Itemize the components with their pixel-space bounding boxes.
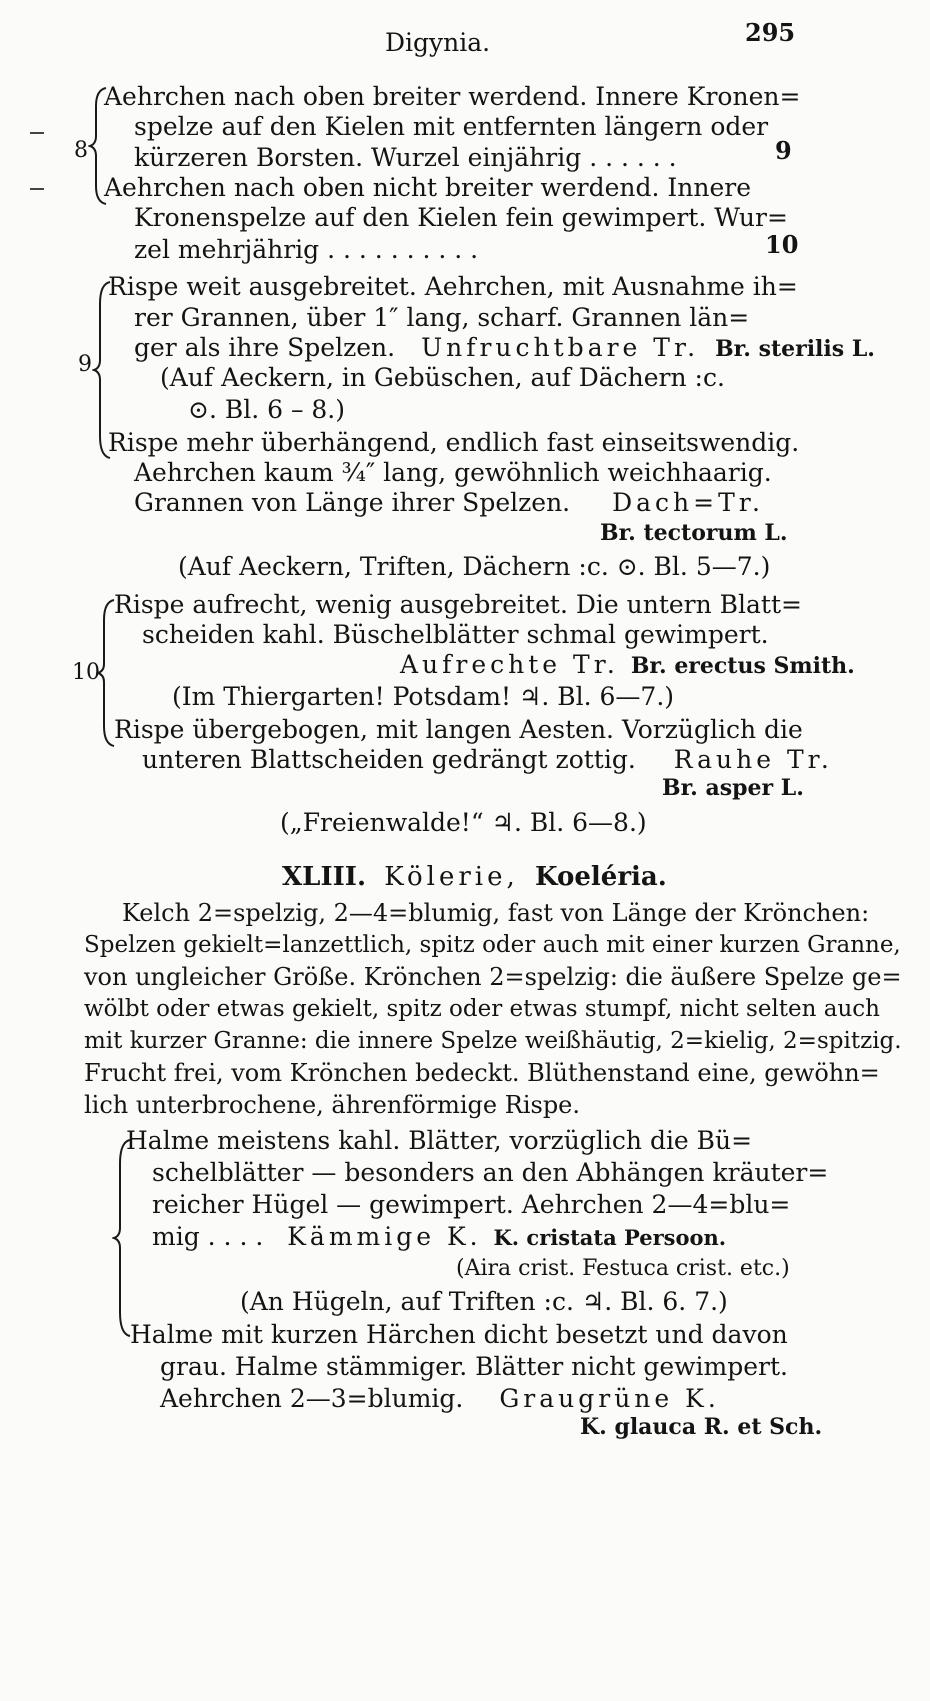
- species-common-glauca: Graugrüne K.: [499, 1384, 720, 1413]
- keyK2-line-3-text: Aehrchen 2—3=blumig.: [160, 1384, 464, 1413]
- brace-koeleria: [112, 1138, 134, 1338]
- genus-heading: [282, 862, 667, 892]
- habitat-erectus: (Im Thiergarten! Potsdam! ♃. Bl. 6—7.): [172, 682, 675, 711]
- keyK2-line-2: grau. Halme stämmiger. Blätter nicht gewimpert.: [160, 1352, 788, 1381]
- habitat-tectorum: (Auf Aeckern, Triften, Dächern :c. ⊙. Bl. 5—7.): [178, 552, 771, 581]
- flower-sterilis: ⊙. Bl. 6 – 8.): [188, 395, 346, 424]
- genus-desc-3: von ungleicher Größe. Krönchen 2=spelzig: die äußere Spelze ge=: [84, 963, 902, 991]
- key8-line-4: Aehrchen nach oben nicht breiter werdend. Innere: [104, 173, 752, 202]
- key8-line-5: Kronenspelze auf den Kielen fein gewimpert. Wur=: [134, 203, 788, 232]
- page-number: 295: [745, 18, 796, 47]
- species-common-sterilis: Unfruchtbare Tr.: [421, 333, 700, 362]
- key10b-line-2: [142, 745, 833, 775]
- key-number-10: 10: [72, 660, 100, 685]
- key10b-line-1: Rispe übergebogen, mit langen Aesten. Vorzüglich die: [114, 715, 803, 744]
- key-number-8: 8: [74, 138, 88, 163]
- key10-line-1: Rispe aufrecht, wenig ausgebreitet. Die untern Blatt=: [114, 590, 802, 619]
- species-common-asper: Rauhe Tr.: [673, 745, 833, 774]
- keyK2-line-1: Halme mit kurzen Härchen dicht besetzt und davon: [130, 1320, 788, 1349]
- key9-line-3-text: ger als ihre Spelzen.: [134, 333, 396, 362]
- genus-number: XLIII.: [282, 862, 366, 892]
- synonyms-cristata: (Aira crist. Festuca crist. etc.): [456, 1256, 790, 1281]
- key9-line-1: Rispe weit ausgebreitet. Aehrchen, mit Ausnahme ih=: [108, 272, 798, 301]
- key8-ref-a: 9: [775, 136, 792, 165]
- key9b-line-3: [134, 488, 764, 518]
- species-latin-asper: Br. asper L.: [662, 775, 804, 801]
- species-latin-cristata: K. cristata Persoon.: [493, 1225, 727, 1250]
- key10b-line-2-text: unteren Blattscheiden gedrängt zottig.: [142, 745, 636, 774]
- running-header: Digynia.: [385, 28, 491, 57]
- key8-line-1: Aehrchen nach oben breiter werdend. Innere Kronen=: [104, 82, 801, 111]
- habitat-asper: („Freienwalde!“ ♃. Bl. 6—8.): [280, 808, 647, 837]
- key9-line-2: rer Grannen, über 1″ lang, scharf. Grannen län=: [134, 303, 750, 332]
- genus-german-name: Kölerie,: [384, 862, 519, 892]
- species-common-tectorum: Dach=Tr.: [612, 488, 764, 517]
- genus-desc-4: wölbt oder etwas gekielt, spitz oder etwas stumpf, nicht selten auch: [84, 996, 880, 1022]
- key-number-9: 9: [78, 352, 92, 377]
- keyK-line-4: [152, 1222, 726, 1253]
- keyK-line-4-text: mig . . . .: [152, 1222, 264, 1251]
- species-common-erectus: Aufrechte Tr.: [400, 650, 619, 679]
- key8-line-3: kürzeren Borsten. Wurzel einjährig . . . . . .: [134, 143, 677, 172]
- key8-ref-b: 10: [765, 230, 799, 259]
- margin-mark: [30, 188, 44, 190]
- key9b-line-3-text: Grannen von Länge ihrer Spelzen.: [134, 488, 571, 517]
- keyK-line-3: reicher Hügel — gewimpert. Aehrchen 2—4=blu=: [152, 1190, 791, 1219]
- key8-line-2: spelze auf den Kielen mit entfernten längern oder: [134, 112, 769, 141]
- margin-mark: [30, 132, 44, 134]
- species-latin-sterilis: Br. sterilis L.: [715, 336, 875, 362]
- species-common-cristata: Kämmige K.: [287, 1222, 482, 1251]
- key9b-line-2: Aehrchen kaum ¾″ lang, gewöhnlich weichhaarig.: [134, 458, 772, 487]
- habitat-sterilis: (Auf Aeckern, in Gebüschen, auf Dächern :c.: [160, 363, 725, 392]
- key9b-line-1: Rispe mehr überhängend, endlich fast einseitswendig.: [108, 428, 800, 457]
- species-latin-tectorum: Br. tectorum L.: [600, 520, 788, 546]
- species-latin-erectus: Br. erectus Smith.: [630, 653, 855, 679]
- keyK-line-1: Halme meistens kahl. Blätter, vorzüglich die Bü=: [126, 1126, 753, 1155]
- genus-desc-5: mit kurzer Granne: die innere Spelze weißhäutig, 2=kielig, 2=spitzig.: [84, 1028, 902, 1054]
- key10-line-2: scheiden kahl. Büschelblätter schmal gewimpert.: [142, 620, 769, 649]
- keyK2-line-3: [160, 1384, 720, 1414]
- genus-desc-7: lich unterbrochene, ährenförmige Rispe.: [84, 1091, 581, 1119]
- key9-line-3: [134, 333, 875, 364]
- key8-line-6: zel mehrjährig . . . . . . . . . .: [134, 235, 479, 264]
- keyK-line-2: schelblätter — besonders an den Abhängen kräuter=: [152, 1158, 829, 1187]
- genus-latin-name: Koeléria.: [535, 862, 667, 892]
- species-latin-glauca: K. glauca R. et Sch.: [580, 1414, 823, 1440]
- habitat-cristata: (An Hügeln, auf Triften :c. ♃. Bl. 6. 7.): [240, 1287, 728, 1316]
- genus-desc-6: Frucht frei, vom Krönchen bedeckt. Blüthenstand eine, gewöhn=: [84, 1059, 880, 1087]
- species-line-erectus: [400, 650, 855, 681]
- genus-desc-2: Spelzen gekielt=lanzettlich, spitz oder auch mit einer kurzen Granne,: [84, 932, 901, 958]
- genus-desc-1: Kelch 2=spelzig, 2—4=blumig, fast von Länge der Krönchen:: [122, 899, 870, 927]
